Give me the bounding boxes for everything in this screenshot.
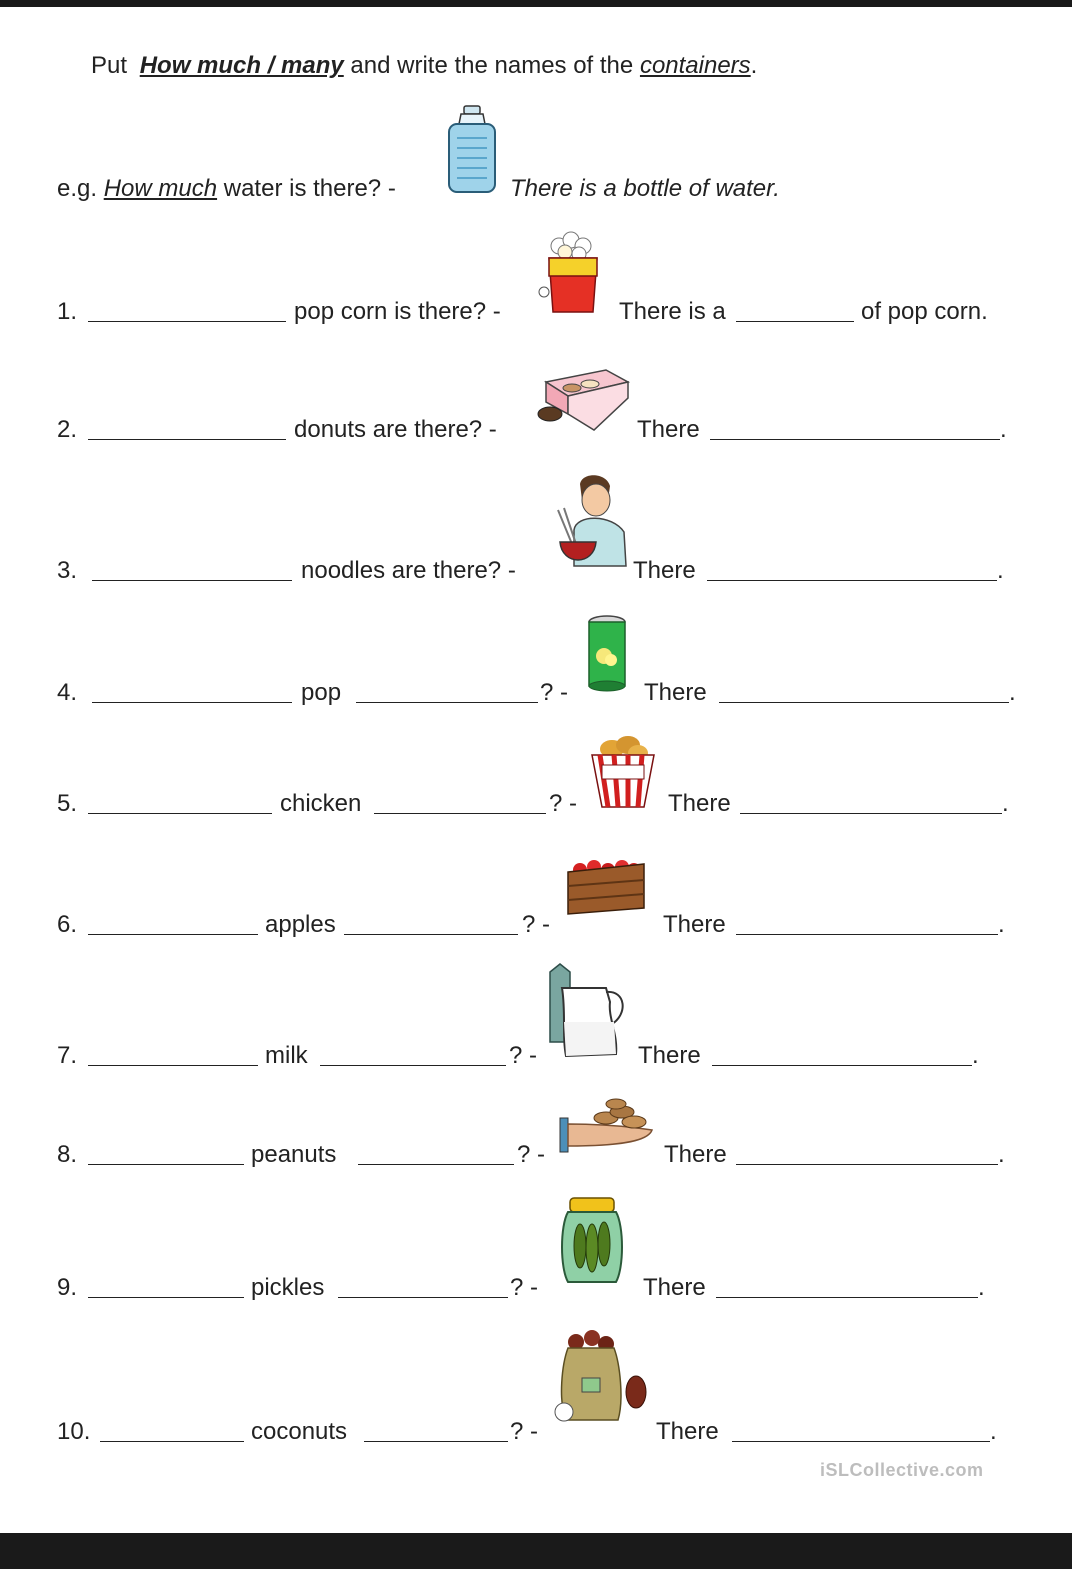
item-9-answer-blank[interactable]: [88, 1297, 244, 1298]
item-5-number: 5.: [57, 790, 78, 817]
item-5-tail: .: [1002, 790, 1009, 817]
item-4-number: 4.: [57, 679, 78, 706]
item-4-there: There: [644, 679, 707, 706]
item-5-container-blank[interactable]: [740, 813, 1002, 814]
item-6-there: There: [663, 911, 726, 938]
chicken-bucket-icon: [588, 735, 658, 809]
item-1-answer-blank[interactable]: [88, 321, 286, 322]
instruction-prefix: Put: [91, 52, 128, 79]
item-9-question-mark: ? -: [510, 1274, 539, 1301]
item-7-tail: .: [972, 1042, 979, 1069]
item-6-verb-blank[interactable]: [344, 934, 518, 935]
apple-crate-icon: [564, 858, 648, 918]
milk-jug-icon: [546, 962, 628, 1064]
item-10-verb-blank[interactable]: [364, 1441, 508, 1442]
item-3-container-blank[interactable]: [707, 580, 997, 581]
item-10-word: coconuts: [251, 1418, 348, 1445]
item-2-answer-blank[interactable]: [88, 439, 286, 440]
item-7-number: 7.: [57, 1042, 78, 1069]
item-10-question-mark: ? -: [510, 1418, 539, 1445]
item-6-question-mark: ? -: [522, 911, 551, 938]
item-7-word: milk: [265, 1042, 308, 1069]
example-answer: There is a bottle of water.: [510, 175, 780, 202]
site-footer-watermark: iSLCollective.com: [820, 1460, 984, 1480]
example-how-much: How much: [103, 175, 218, 202]
item-1-container-blank[interactable]: [736, 321, 854, 322]
item-2-tail: .: [1000, 416, 1007, 443]
item-2-there: There: [637, 416, 700, 443]
item-10-there: There: [656, 1418, 719, 1445]
top-bar: [0, 0, 1072, 7]
item-2-question: donuts are there? -: [294, 416, 497, 443]
item-8-tail: .: [998, 1141, 1005, 1168]
item-3-answer-blank[interactable]: [92, 580, 292, 581]
item-8-answer-blank[interactable]: [88, 1164, 244, 1165]
item-5-there: There: [668, 790, 731, 817]
example-question: [57, 175, 396, 203]
item-8-question-mark: ? -: [517, 1141, 546, 1168]
instruction-emphasis: How much / many: [139, 52, 344, 79]
item-8-word: peanuts: [251, 1141, 337, 1168]
popcorn-icon: [535, 228, 605, 318]
item-9-number: 9.: [57, 1274, 78, 1301]
noodle-bowl-icon: [552, 470, 630, 576]
item-6-number: 6.: [57, 911, 78, 938]
item-1-number: 1.: [57, 298, 78, 325]
water-bottle-icon: [445, 104, 499, 196]
item-8-there: There: [664, 1141, 727, 1168]
item-4-question-mark: ? -: [540, 679, 569, 706]
item-5-word: chicken: [280, 790, 362, 817]
item-3-there: There: [633, 557, 696, 584]
peanuts-handful-icon: [556, 1096, 656, 1156]
donut-box-icon: [536, 352, 632, 434]
item-10-number: 10.: [57, 1418, 91, 1445]
item-5-question-mark: ? -: [549, 790, 578, 817]
item-3-tail: .: [997, 557, 1004, 584]
item-6-answer-blank[interactable]: [88, 934, 258, 935]
item-1-tail: of pop corn.: [861, 298, 988, 325]
item-2-container-blank[interactable]: [710, 439, 1000, 440]
item-8-verb-blank[interactable]: [358, 1164, 514, 1165]
item-9-verb-blank[interactable]: [338, 1297, 508, 1298]
example-question-rest: water is there? -: [223, 175, 396, 202]
item-5-verb-blank[interactable]: [374, 813, 546, 814]
item-1-there: There is a: [619, 298, 726, 325]
item-9-there: There: [643, 1274, 706, 1301]
item-4-word: pop: [301, 679, 342, 706]
instruction: [91, 52, 757, 80]
item-9-word: pickles: [251, 1274, 325, 1301]
instruction-end: .: [750, 52, 758, 79]
pickle-jar-icon: [560, 1196, 624, 1288]
example-label: e.g.: [57, 175, 98, 202]
item-7-answer-blank[interactable]: [88, 1065, 258, 1066]
item-8-number: 8.: [57, 1141, 78, 1168]
item-7-question-mark: ? -: [509, 1042, 538, 1069]
item-1-question: pop corn is there? -: [294, 298, 501, 325]
item-9-tail: .: [978, 1274, 985, 1301]
soda-can-icon: [584, 612, 630, 694]
item-4-answer-blank[interactable]: [92, 702, 292, 703]
item-6-container-blank[interactable]: [736, 934, 998, 935]
item-10-container-blank[interactable]: [732, 1441, 990, 1442]
instruction-containers: containers: [639, 52, 751, 79]
item-9-container-blank[interactable]: [716, 1297, 978, 1298]
coconut-sack-icon: [552, 1330, 648, 1430]
item-7-verb-blank[interactable]: [320, 1065, 506, 1066]
item-4-container-blank[interactable]: [719, 702, 1009, 703]
item-10-tail: .: [990, 1418, 997, 1445]
item-3-question: noodles are there? -: [301, 557, 516, 584]
bottom-bar: [0, 1533, 1072, 1569]
item-6-tail: .: [998, 911, 1005, 938]
item-4-verb-blank[interactable]: [356, 702, 538, 703]
item-2-number: 2.: [57, 416, 78, 443]
item-7-there: There: [638, 1042, 701, 1069]
item-8-container-blank[interactable]: [736, 1164, 998, 1165]
item-10-answer-blank[interactable]: [100, 1441, 244, 1442]
item-5-answer-blank[interactable]: [88, 813, 272, 814]
instruction-middle: and write the names of the: [350, 52, 634, 79]
item-3-number: 3.: [57, 557, 78, 584]
item-6-word: apples: [265, 911, 336, 938]
item-7-container-blank[interactable]: [712, 1065, 972, 1066]
item-4-tail: .: [1009, 679, 1016, 706]
